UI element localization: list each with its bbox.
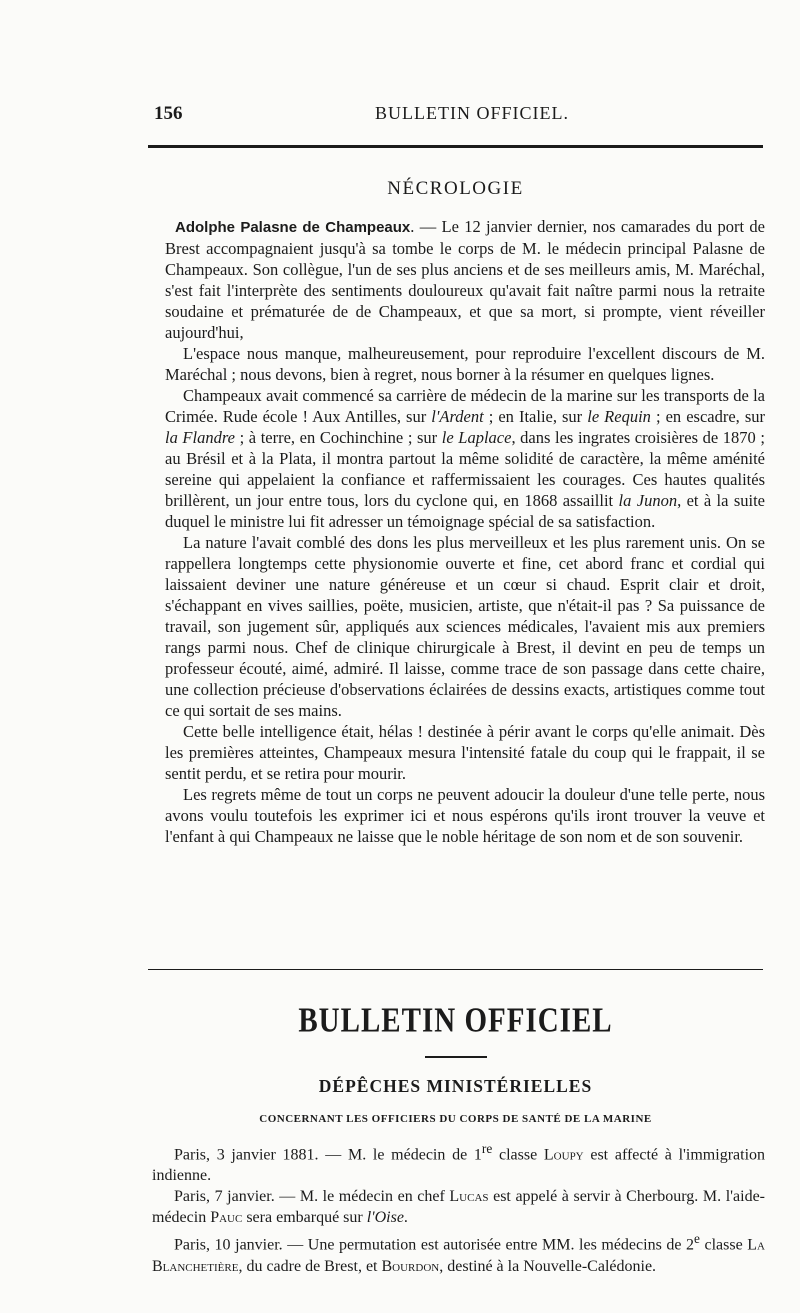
paragraph: L'espace nous manque, malheureusement, pour reproduire l'excellent discours de M. Maréchal ; nous devons, bien à regret, nous borner à la résumer en quelques lignes. [165,344,765,384]
officer-name: Bourdon [381,1257,440,1275]
depeches-heading: DÉPÊCHES MINISTÉRIELLES [318,1076,593,1096]
paragraph: Cette belle intelligence était, hélas ! destinée à périr avant le corps qu'elle animait. Dès les premières atteintes, Champeaux mesura l'intensité fatale du coup qui le frappait, il se sentit perdu, et se retira pour mourir. [165,722,765,783]
paragraph: Adolphe Palasne de Champeaux. — Le 12 janvier dernier, nos camarades du port de Brest accompagnaient jusqu'à sa tombe le corps de M. le médecin principal Palasne de Champeaux. Son collègue, l'un de ses plus anciens et de ses meilleurs amis, M. Maréchal, s'est fait l'interprète des sentiments douloureux qu'avait fait naître parmi nous la retraite soudaine et prématurée de de Champeaux, et que sa mort, si prompte, vient réveiller aujourd'hui, [165,217,765,342]
ship-name: l'Ardent [431,407,484,426]
necrologie-heading: NÉCROLOGIE [387,178,524,199]
ship-name: le Laplace [441,428,512,447]
paragraph: La nature l'avait comblé des dons les plus merveilleux et les plus rarement unis. On se rappellera longtemps cette physionomie ouverte et fine, cet abord franc et cordial qui laissaient deviner une nature généreuse et un cœur si chaud. Esprit clair et droit, s'échappant en vives saillies, poëte, musicien, artiste, que n'était-il pas ? Sa puissance de travail, son jugement sûr, appliqués aux sciences médicales, l'avaient mis aux premiers rangs parmi nous. Chef de clinique chirurgicale à Brest, il devint en peu de temps un professeur écouté, aimé, admiré. Il laisse, comme trace de son passage dans cette chaire, une collection précieuse d'observations éclairées de dessins exacts, artistiques comme tout ce qui sortait de ses mains. [165,533,765,720]
officer-name: Lucas [449,1188,489,1206]
bulletin-heading: BULLETIN OFFICIEL [298,1001,613,1041]
dispatch-list [152,1138,765,1277]
deceased-name: Adolphe Palasne de Champeaux [175,219,411,236]
paragraph: Champeaux avait commencé sa carrière de médecin de la marine sur les transports de la Crimée. Rude école ! Aux Antilles, sur l'Ardent ; en Italie, sur le Requin ; en escadre, sur la Flandre ; à terre, en Cochinchine ; sur le Laplace, dans les ingrates croisières de 1870 ; au Brésil et à la Plata, il montra partout la même solidité de caractère, la même aménité sereine qui appelaient la confiance et raffermissaient les courages. Ces hautes qualités brillèrent, un jour entre tous, lors du cyclone qui, en 1868 assaillit la Junon, et à la suite duquel le ministre lui fit adresser un témoignage spécial de sa satisfaction. [165,386,766,531]
ship-name: la Junon [618,491,678,510]
ship-name: l'Oise [366,1209,404,1227]
officer-name: Pauc [210,1209,243,1227]
officer-name: La Blanchetière [152,1236,765,1275]
paragraph: Les regrets même de tout un corps ne peuvent adoucir la douleur d'une telle perte, nous avons voulu toutefois les exprimer ici et nous espérons qu'ils iront trouver la veuve et l'enfant à qui Champeaux ne laisse que le noble héritage de son nom et de son souvenir. [165,785,765,846]
heading-rule [425,1056,487,1058]
ship-name: la Flandre [165,428,235,447]
header-rule [148,145,763,148]
running-title: BULLETIN OFFICIEL. [375,103,569,123]
dispatch-entry: Paris, 3 janvier 1881. — M. le médecin de 1re classe Loupy est affecté à l'immigration indienne. [152,1141,766,1185]
ship-name: le Requin [587,407,651,426]
running-head [150,103,760,127]
dispatch-entry: Paris, 7 janvier. — M. le médecin en chef Lucas est appelé à servir à Cherbourg. M. l'aide-médecin Pauc sera embarqué sur l'Oise. [152,1188,766,1227]
section-divider [148,969,763,970]
dispatch-entry: Paris, 10 janvier. — Une permutation est autorisée entre MM. les médecins de 2e classe La Blanchetière, du cadre de Brest, et Bourdon, destiné à la Nouvelle-Calédonie. [152,1231,765,1275]
page-number: 156 [154,103,183,124]
officer-name: Loupy [543,1146,584,1164]
depeches-caption: CONCERNANT LES OFFICIERS DU CORPS DE SANTÉ DE LA MARINE [259,1113,652,1125]
necrologie-body [165,216,765,847]
